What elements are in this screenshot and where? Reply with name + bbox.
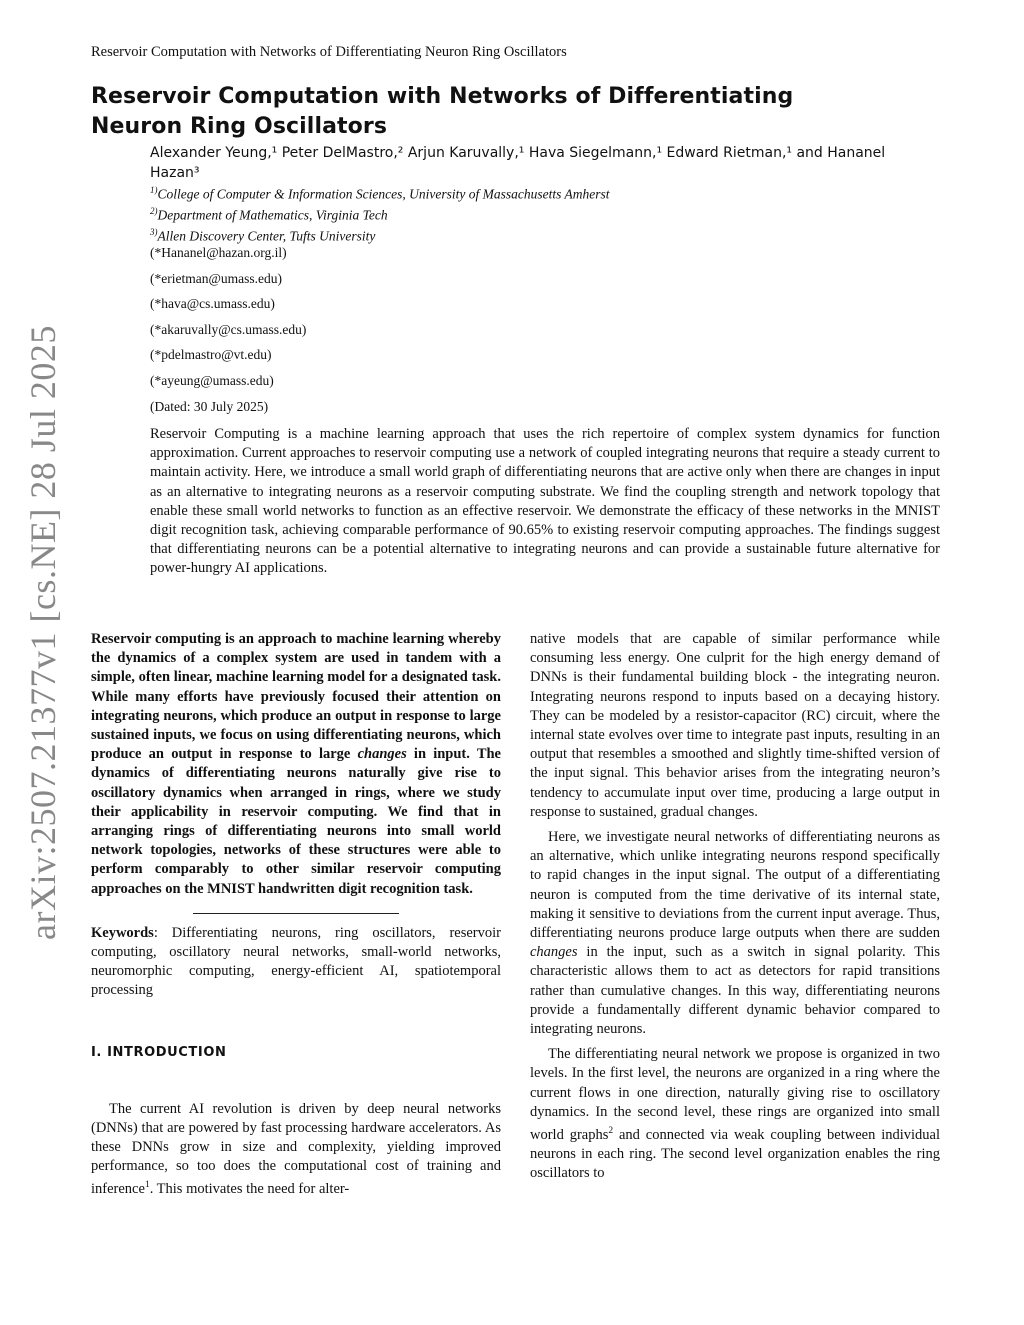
right-column [530, 630, 940, 1184]
affiliation-2-mark: 2) [150, 206, 158, 216]
bold-summary-emphasis: changes [357, 746, 407, 763]
email-list [150, 240, 306, 419]
intro-paragraph-2 [530, 828, 940, 1039]
keywords [91, 924, 501, 1001]
intro-paragraph-1-end: . This motivates the need for alter- [149, 1181, 350, 1198]
intro-paragraph-1-continued: native models that are capable of similar performance while consuming less energy. One culprit for the high energy demand of DNNs is their fundamental building block - the integrating neuron. Integrating neurons respond to inputs based on a decaying history. They can be modeled by a resistor-capacitor (RC) circuit, where the internal state evolves over time to integrate past inputs, resulting in an output that resembles a smoothed and slightly time-shifted version of the input signal. This behavior arises from the integrating neuron’s tendency to accumulate input over time, producing a large output in response to sustained, gradual changes. [530, 631, 940, 820]
email-delmastro: (*pdelmastro@vt.edu) [150, 347, 272, 363]
intro-paragraph-2-b: in the input, such as a switch in signal polarity. This characteristic allows them to act as detectors for rapid transitions rather than cumulative changes. In this way, differentiating neurons provide a fundamentally different dynamic behavior compared to integrating neurons. [530, 944, 940, 1038]
affiliation-2-text: Department of Mathematics, Virginia Tech [157, 207, 388, 223]
left-column [91, 630, 501, 1200]
section-heading-introduction: I. INTRODUCTION [91, 1044, 227, 1060]
keywords-label: Keywords [91, 924, 154, 941]
affiliation-2 [150, 203, 940, 224]
affiliation-3-text: Allen Discovery Center, Tufts University [157, 228, 376, 244]
email-siegelmann: (*hava@cs.umass.edu) [150, 296, 275, 312]
section-divider [193, 913, 399, 914]
intro-paragraph-2-a: Here, we investigate neural networks of differentiating neurons as an alternative, which unlike integrating neurons respond specifically to rapid changes in the input signal. The output of a differentiating neuron is computed from the time derivative of its internal state, making it sensitive to deviations from the current input average. Thus, differentiating neurons produce large outputs when there are sudden [530, 829, 940, 942]
intro-paragraph-3 [530, 1045, 940, 1183]
bold-summary-part-1: Reservoir computing is an approach to machine learning whereby the dynamics of a complex system are used in tandem with a simple, often linear, machine learning model for a designated task. While many efforts have previously focused their attention on integrating neurons, which produce an output in response to large sustained inputs, we focus on using differentiating neurons, which produce an output in response to large [91, 631, 501, 763]
running-head: Reservoir Computation with Networks of Differentiating Neuron Ring Oscillators [91, 44, 567, 60]
intro-paragraph-1 [91, 1100, 501, 1200]
intro-paragraph-1-text: The current AI revolution is driven by deep neural networks (DNNs) that are powered by fast processing hardware accelerators. As these DNNs grow in size and complexity, yielding improved performance, so too does the computational cost of training and inference [91, 1100, 501, 1198]
affiliation-3-mark: 3) [150, 227, 158, 237]
intro-paragraph-3-a: The differentiating neural network we propose is organized in two levels. In the first level, the neurons are organized in a ring where the current flows in one direction, naturally giving rise to oscillatory dynamics. In the second level, these rings are organized into small world graphs [530, 1046, 940, 1143]
bold-summary-part-2: in input. The dynamics of differentiating neurons naturally give rise to oscillatory dynamics when arranged in rings, where we study their applicability in reservoir computing. We find that in arranging rings of differentiating neurons into small world network topologies, networks of these structures were able to perform comparably to other similar reservoir computing approaches on the MNIST handwritten digit recognition task. [91, 746, 501, 897]
keywords-text: : Differentiating neurons, ring oscillators, reservoir computing, oscillatory neural networks, small-world networks, neuromorphic computing, energy-efficient AI, spatiotemporal processing [91, 924, 501, 999]
email-karuvally: (*akaruvally@cs.umass.edu) [150, 321, 307, 337]
affiliation-1-text: College of Computer & Information Sciences, University of Massachusetts Amherst [157, 186, 610, 202]
email-hazan: (*Hananel@hazan.org.il) [150, 245, 287, 260]
author-list [150, 143, 940, 183]
paper-title: Reservoir Computation with Networks of Differentiating Neuron Ring Oscillators [91, 84, 794, 139]
dated-line: (Dated: 30 July 2025) [150, 398, 269, 414]
abstract: Reservoir Computing is a machine learning approach that uses the rich repertoire of complex system dynamics for function approximation. Current approaches to reservoir computing use a network of coupled integrating neurons that require a steady current to maintain activity. Here, we introduce a small world graph of differentiating neurons that are active only when there are changes in input as an alternative to integrating neurons as a reservoir computing substrate. We find the coupling strength and network topology that enable these small world networks to function as an effective reservoir. We demonstrate the efficacy of these networks in the MNIST digit recognition task, achieving comparable performance of 90.65% to existing reservoir computing approaches. The findings suggest that differentiating neurons can be a potential alternative to integrating neurons and can provide a sustainable future alternative for power-hungry AI applications. [150, 426, 940, 577]
citation-1: 1 [144, 1180, 150, 1191]
citation-2: 2 [608, 1126, 614, 1137]
intro-paragraph-2-emphasis: changes [530, 944, 578, 961]
author-line-1: Alexander Yeung,¹ Peter DelMastro,² Arjun Karuvally,¹ Hava Siegelmann,¹ Edward Rietman,¹ and Hananel [150, 145, 886, 161]
affiliation-1-mark: 1) [150, 185, 158, 195]
affiliations [150, 182, 940, 245]
affiliation-1 [150, 182, 940, 203]
intro-paragraph-3-b: and connected via weak coupling between individual neurons in each ring. The second level organization enables the ring oscillators to [530, 1126, 940, 1182]
arxiv-identifier-stamp: arXiv:2507.21377v1 [cs.NE] 28 Jul 2025 [23, 325, 63, 940]
email-rietman: (*erietman@umass.edu) [150, 270, 283, 286]
email-yeung: (*ayeung@umass.edu) [150, 372, 274, 388]
author-line-2: Hazan³ [150, 165, 200, 181]
bold-summary [91, 630, 501, 899]
